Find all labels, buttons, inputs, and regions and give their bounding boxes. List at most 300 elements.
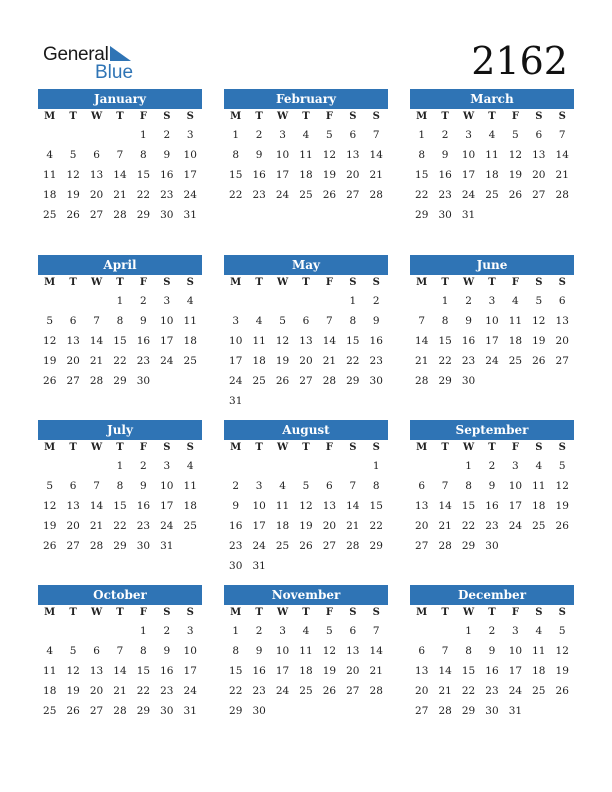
week-row: [410, 476, 574, 496]
day-cell: 16: [369, 335, 383, 348]
day-cell: 7: [441, 645, 449, 658]
week-row: [224, 311, 388, 331]
day-cell: 13: [89, 169, 104, 182]
day-cell: 3: [186, 129, 194, 141]
day-cell: 2: [488, 625, 496, 637]
day-cell: 28: [113, 209, 127, 222]
day-cell: [179, 371, 202, 391]
month-header: April: [38, 255, 202, 275]
day-cell: 23: [485, 520, 499, 533]
week-row: [38, 496, 202, 516]
day-cell: 5: [558, 625, 566, 637]
day-cell: 8: [465, 480, 472, 493]
day-cell: [527, 701, 550, 721]
weekday-label: F: [325, 277, 333, 288]
day-cell: 19: [322, 665, 337, 678]
day-cell: 13: [555, 315, 569, 328]
day-cell: [480, 205, 503, 225]
week-row: [224, 351, 388, 371]
day-cell: 28: [438, 705, 452, 718]
week-row: [410, 661, 574, 681]
day-cell: 11: [275, 500, 290, 513]
weekday-label: T: [302, 442, 310, 453]
month-header: November: [224, 585, 388, 605]
day-cell: 21: [555, 169, 569, 182]
day-cell: 11: [252, 335, 266, 348]
day-cell: 12: [299, 500, 313, 513]
day-cell: 16: [136, 335, 151, 348]
day-cell: 25: [275, 540, 290, 553]
week-row: [410, 291, 574, 311]
day-cell: 9: [372, 315, 380, 328]
day-cell: 21: [438, 520, 452, 533]
day-cell: 19: [299, 520, 313, 533]
day-cell: 16: [252, 169, 266, 182]
day-cell: 16: [485, 500, 499, 513]
day-cell: 9: [163, 149, 171, 162]
weekday-label: S: [349, 111, 357, 122]
day-cell: 15: [136, 665, 151, 678]
day-cell: 5: [46, 315, 54, 328]
day-cell: 12: [66, 665, 80, 678]
logo-text-general: General: [43, 44, 109, 65]
day-cell: 22: [346, 355, 360, 368]
weekday-label: T: [69, 111, 77, 122]
day-cell: 22: [461, 520, 476, 533]
week-row: [38, 621, 202, 641]
day-cell: 7: [93, 315, 100, 328]
day-cell: 20: [322, 520, 337, 533]
week-row: [38, 125, 202, 145]
weekday-label: F: [325, 111, 333, 122]
day-cell: 4: [255, 315, 263, 328]
day-cell: 8: [465, 645, 472, 658]
day-cell: 10: [275, 149, 290, 162]
day-cell: 2: [465, 295, 472, 307]
day-cell: 22: [113, 355, 127, 368]
day-cell: 18: [43, 189, 57, 202]
week-row: [224, 701, 388, 721]
day-cell: [247, 291, 270, 311]
day-cell: 9: [232, 500, 240, 513]
day-cell: 2: [140, 460, 147, 472]
week-row: [224, 145, 388, 165]
day-cell: 10: [508, 480, 523, 493]
day-cell: 24: [160, 520, 174, 533]
weekday-label: W: [276, 607, 289, 618]
weekday-label: W: [90, 607, 103, 618]
day-cell: 20: [299, 355, 313, 368]
day-cell: 14: [369, 149, 383, 162]
day-cell: [433, 621, 456, 641]
day-cell: 17: [485, 335, 499, 348]
day-cell: 25: [532, 685, 546, 698]
week-row: [410, 516, 574, 536]
day-cell: 1: [372, 460, 380, 472]
weekday-row: [410, 605, 574, 621]
month-header: October: [38, 585, 202, 605]
weekday-label: M: [416, 442, 428, 453]
day-cell: 8: [232, 149, 240, 162]
weekday-label: W: [90, 111, 103, 122]
weekday-label: M: [230, 442, 242, 453]
weekday-label: W: [462, 607, 475, 618]
day-cell: 22: [415, 189, 429, 202]
day-cell: [318, 291, 341, 311]
week-row: [410, 331, 574, 351]
day-cell: [247, 391, 270, 411]
week-row: [38, 701, 202, 721]
day-cell: [38, 125, 61, 145]
day-cell: 11: [43, 665, 57, 678]
day-cell: 27: [415, 705, 429, 718]
day-cell: 15: [136, 169, 151, 182]
day-cell: [61, 125, 84, 145]
day-cell: 5: [279, 315, 286, 328]
day-cell: 16: [229, 520, 243, 533]
weekday-label: T: [116, 607, 124, 618]
day-cell: 14: [415, 335, 429, 348]
day-cell: 22: [229, 685, 243, 698]
weekday-label: F: [511, 111, 519, 122]
day-cell: 23: [229, 540, 243, 553]
day-cell: 21: [346, 520, 360, 533]
week-row: [38, 331, 202, 351]
day-cell: 16: [461, 335, 476, 348]
week-row: [410, 205, 574, 225]
weekday-label: S: [558, 442, 566, 453]
day-cell: 31: [160, 540, 174, 553]
weekday-label: S: [535, 111, 543, 122]
day-cell: [224, 291, 247, 311]
weekday-row: [224, 275, 388, 291]
day-cell: 22: [438, 355, 452, 368]
weekday-label: W: [276, 442, 289, 453]
day-cell: 30: [438, 209, 452, 222]
day-cell: 30: [369, 375, 383, 388]
week-row: [38, 185, 202, 205]
day-cell: [318, 391, 341, 411]
day-cell: 12: [66, 169, 80, 182]
day-cell: [318, 556, 341, 576]
day-cell: 2: [255, 625, 263, 637]
day-cell: 27: [532, 189, 546, 202]
day-cell: 25: [485, 189, 499, 202]
day-cell: 12: [508, 149, 523, 162]
day-cell: 22: [229, 189, 243, 202]
day-cell: 21: [415, 355, 429, 368]
weekday-label: S: [349, 277, 357, 288]
month-header: February: [224, 89, 388, 109]
day-cell: [38, 456, 61, 476]
week-row: [224, 331, 388, 351]
day-cell: 1: [465, 625, 472, 637]
day-cell: 14: [89, 335, 104, 348]
day-cell: 17: [461, 169, 476, 182]
day-cell: 23: [485, 685, 499, 698]
week-row: [38, 641, 202, 661]
week-row: [410, 165, 574, 185]
weekday-label: F: [139, 442, 147, 453]
day-cell: 24: [461, 189, 476, 202]
day-cell: [341, 456, 364, 476]
day-cell: 1: [232, 625, 240, 637]
day-cell: [294, 391, 317, 411]
day-cell: 4: [279, 480, 286, 493]
weekday-label: F: [139, 607, 147, 618]
day-cell: 25: [299, 189, 313, 202]
day-cell: 22: [113, 520, 127, 533]
day-cell: 20: [89, 685, 104, 698]
day-cell: 30: [252, 705, 266, 718]
week-row: [410, 641, 574, 661]
day-cell: 17: [275, 665, 290, 678]
weekday-label: S: [186, 607, 194, 618]
week-row: [224, 476, 388, 496]
day-cell: 26: [532, 355, 546, 368]
day-cell: 4: [488, 129, 496, 141]
day-cell: 4: [186, 295, 194, 307]
weekday-label: S: [186, 442, 194, 453]
month-february: [224, 89, 388, 205]
day-cell: 7: [372, 625, 380, 637]
week-row: [38, 661, 202, 681]
day-cell: 30: [485, 705, 499, 718]
day-cell: 24: [229, 375, 243, 388]
day-cell: 29: [113, 375, 127, 388]
day-cell: 17: [160, 500, 174, 513]
day-cell: 12: [555, 480, 569, 493]
day-cell: 13: [89, 665, 104, 678]
week-row: [224, 456, 388, 476]
day-cell: 29: [415, 209, 429, 222]
weekday-label: T: [441, 607, 449, 618]
day-cell: 24: [508, 520, 523, 533]
day-cell: 29: [346, 375, 360, 388]
day-cell: 25: [252, 375, 266, 388]
day-cell: 14: [346, 500, 360, 513]
day-cell: [85, 621, 108, 641]
day-cell: 13: [346, 149, 360, 162]
day-cell: 6: [69, 480, 77, 493]
day-cell: 4: [46, 645, 54, 658]
day-cell: 9: [140, 480, 147, 493]
day-cell: 8: [349, 315, 357, 328]
weekday-label: W: [276, 111, 289, 122]
day-cell: [247, 456, 270, 476]
day-cell: 17: [183, 169, 197, 182]
day-cell: 15: [415, 169, 429, 182]
day-cell: 3: [163, 295, 171, 307]
day-cell: 16: [438, 169, 452, 182]
weekday-row: [224, 109, 388, 125]
day-cell: 10: [183, 149, 197, 162]
day-cell: 10: [229, 335, 243, 348]
week-row: [410, 125, 574, 145]
day-cell: 27: [299, 375, 313, 388]
weekday-label: S: [186, 277, 194, 288]
day-cell: 27: [555, 355, 569, 368]
day-cell: 25: [183, 520, 197, 533]
day-cell: 21: [438, 685, 452, 698]
weekday-row: [410, 109, 574, 125]
day-cell: 2: [255, 129, 263, 141]
week-row: [410, 536, 574, 556]
day-cell: 4: [186, 460, 194, 472]
weekday-label: T: [488, 607, 496, 618]
day-cell: 15: [113, 500, 127, 513]
day-cell: 23: [252, 189, 266, 202]
day-cell: 26: [43, 375, 57, 388]
day-cell: 7: [116, 149, 124, 162]
day-cell: 28: [369, 189, 383, 202]
week-row: [224, 516, 388, 536]
day-cell: 8: [418, 149, 426, 162]
day-cell: 1: [232, 129, 240, 141]
day-cell: 31: [183, 209, 197, 222]
day-cell: 22: [136, 189, 151, 202]
day-cell: 7: [116, 645, 124, 658]
day-cell: 5: [302, 480, 310, 493]
day-cell: 22: [136, 685, 151, 698]
day-cell: 20: [415, 520, 429, 533]
day-cell: [365, 701, 388, 721]
day-cell: [271, 456, 294, 476]
week-row: [38, 476, 202, 496]
day-cell: 11: [508, 315, 523, 328]
weekday-label: T: [255, 607, 263, 618]
day-cell: [271, 391, 294, 411]
day-cell: 31: [508, 705, 523, 718]
day-cell: 13: [322, 500, 337, 513]
day-cell: 6: [93, 645, 100, 658]
day-cell: 18: [532, 665, 546, 678]
weekday-label: S: [349, 442, 357, 453]
day-cell: 13: [346, 645, 360, 658]
day-cell: 11: [299, 645, 313, 658]
month-january: [38, 89, 202, 225]
week-row: [410, 456, 574, 476]
weekday-label: M: [416, 111, 428, 122]
day-cell: 2: [163, 625, 171, 637]
weekday-label: W: [462, 277, 475, 288]
month-header: May: [224, 255, 388, 275]
day-cell: 27: [66, 540, 80, 553]
day-cell: 20: [415, 685, 429, 698]
day-cell: 29: [438, 375, 452, 388]
day-cell: [551, 371, 574, 391]
weekday-label: W: [90, 442, 103, 453]
day-cell: 30: [229, 560, 243, 573]
weekday-label: S: [535, 607, 543, 618]
day-cell: 23: [461, 355, 476, 368]
calendar-year: 2162: [471, 39, 568, 83]
weekday-label: F: [511, 442, 519, 453]
day-cell: 11: [485, 149, 499, 162]
day-cell: 13: [66, 335, 80, 348]
day-cell: [271, 291, 294, 311]
day-cell: 8: [232, 645, 240, 658]
day-cell: 1: [441, 295, 449, 307]
day-cell: 3: [465, 129, 472, 141]
day-cell: 30: [160, 705, 174, 718]
day-cell: 17: [160, 335, 174, 348]
day-cell: 19: [66, 685, 80, 698]
weekday-label: S: [163, 111, 171, 122]
weekday-label: S: [372, 277, 380, 288]
day-cell: 29: [136, 705, 151, 718]
day-cell: 29: [113, 540, 127, 553]
day-cell: 15: [229, 169, 243, 182]
day-cell: 2: [163, 129, 171, 141]
day-cell: 6: [349, 129, 357, 141]
day-cell: 20: [346, 665, 360, 678]
day-cell: 21: [113, 685, 127, 698]
day-cell: 14: [555, 149, 569, 162]
weekday-label: T: [441, 442, 449, 453]
weekday-label: F: [511, 277, 519, 288]
day-cell: 31: [183, 705, 197, 718]
month-june: [410, 255, 574, 391]
day-cell: 3: [279, 625, 286, 637]
day-cell: 8: [116, 315, 124, 328]
day-cell: 28: [322, 375, 337, 388]
day-cell: 9: [488, 480, 496, 493]
day-cell: 26: [66, 209, 80, 222]
day-cell: 5: [326, 625, 333, 637]
day-cell: 20: [532, 169, 546, 182]
week-row: [224, 125, 388, 145]
weekday-row: [224, 605, 388, 621]
day-cell: 28: [346, 540, 360, 553]
day-cell: 2: [232, 480, 240, 493]
day-cell: 11: [299, 149, 313, 162]
day-cell: 24: [252, 540, 266, 553]
day-cell: 23: [438, 189, 452, 202]
day-cell: 10: [485, 315, 499, 328]
month-header: January: [38, 89, 202, 109]
day-cell: [294, 291, 317, 311]
day-cell: 10: [252, 500, 266, 513]
day-cell: 19: [532, 335, 546, 348]
weekday-label: T: [255, 442, 263, 453]
week-row: [224, 371, 388, 391]
week-row: [38, 681, 202, 701]
day-cell: 24: [485, 355, 499, 368]
day-cell: 21: [89, 355, 104, 368]
day-cell: 29: [369, 540, 383, 553]
day-cell: 7: [558, 129, 566, 141]
week-row: [410, 311, 574, 331]
day-cell: 12: [532, 315, 546, 328]
week-row: [38, 456, 202, 476]
day-cell: 28: [113, 705, 127, 718]
week-row: [224, 681, 388, 701]
weekday-label: S: [163, 607, 171, 618]
weekday-label: T: [488, 442, 496, 453]
day-cell: 19: [555, 500, 569, 513]
logo-triangle-icon: [110, 46, 132, 62]
day-cell: 28: [89, 540, 104, 553]
day-cell: 4: [512, 295, 519, 307]
week-row: [38, 536, 202, 556]
month-october: [38, 585, 202, 721]
week-row: [38, 351, 202, 371]
day-cell: 16: [485, 665, 499, 678]
day-cell: [341, 701, 364, 721]
day-cell: 3: [186, 625, 194, 637]
day-cell: 19: [66, 189, 80, 202]
